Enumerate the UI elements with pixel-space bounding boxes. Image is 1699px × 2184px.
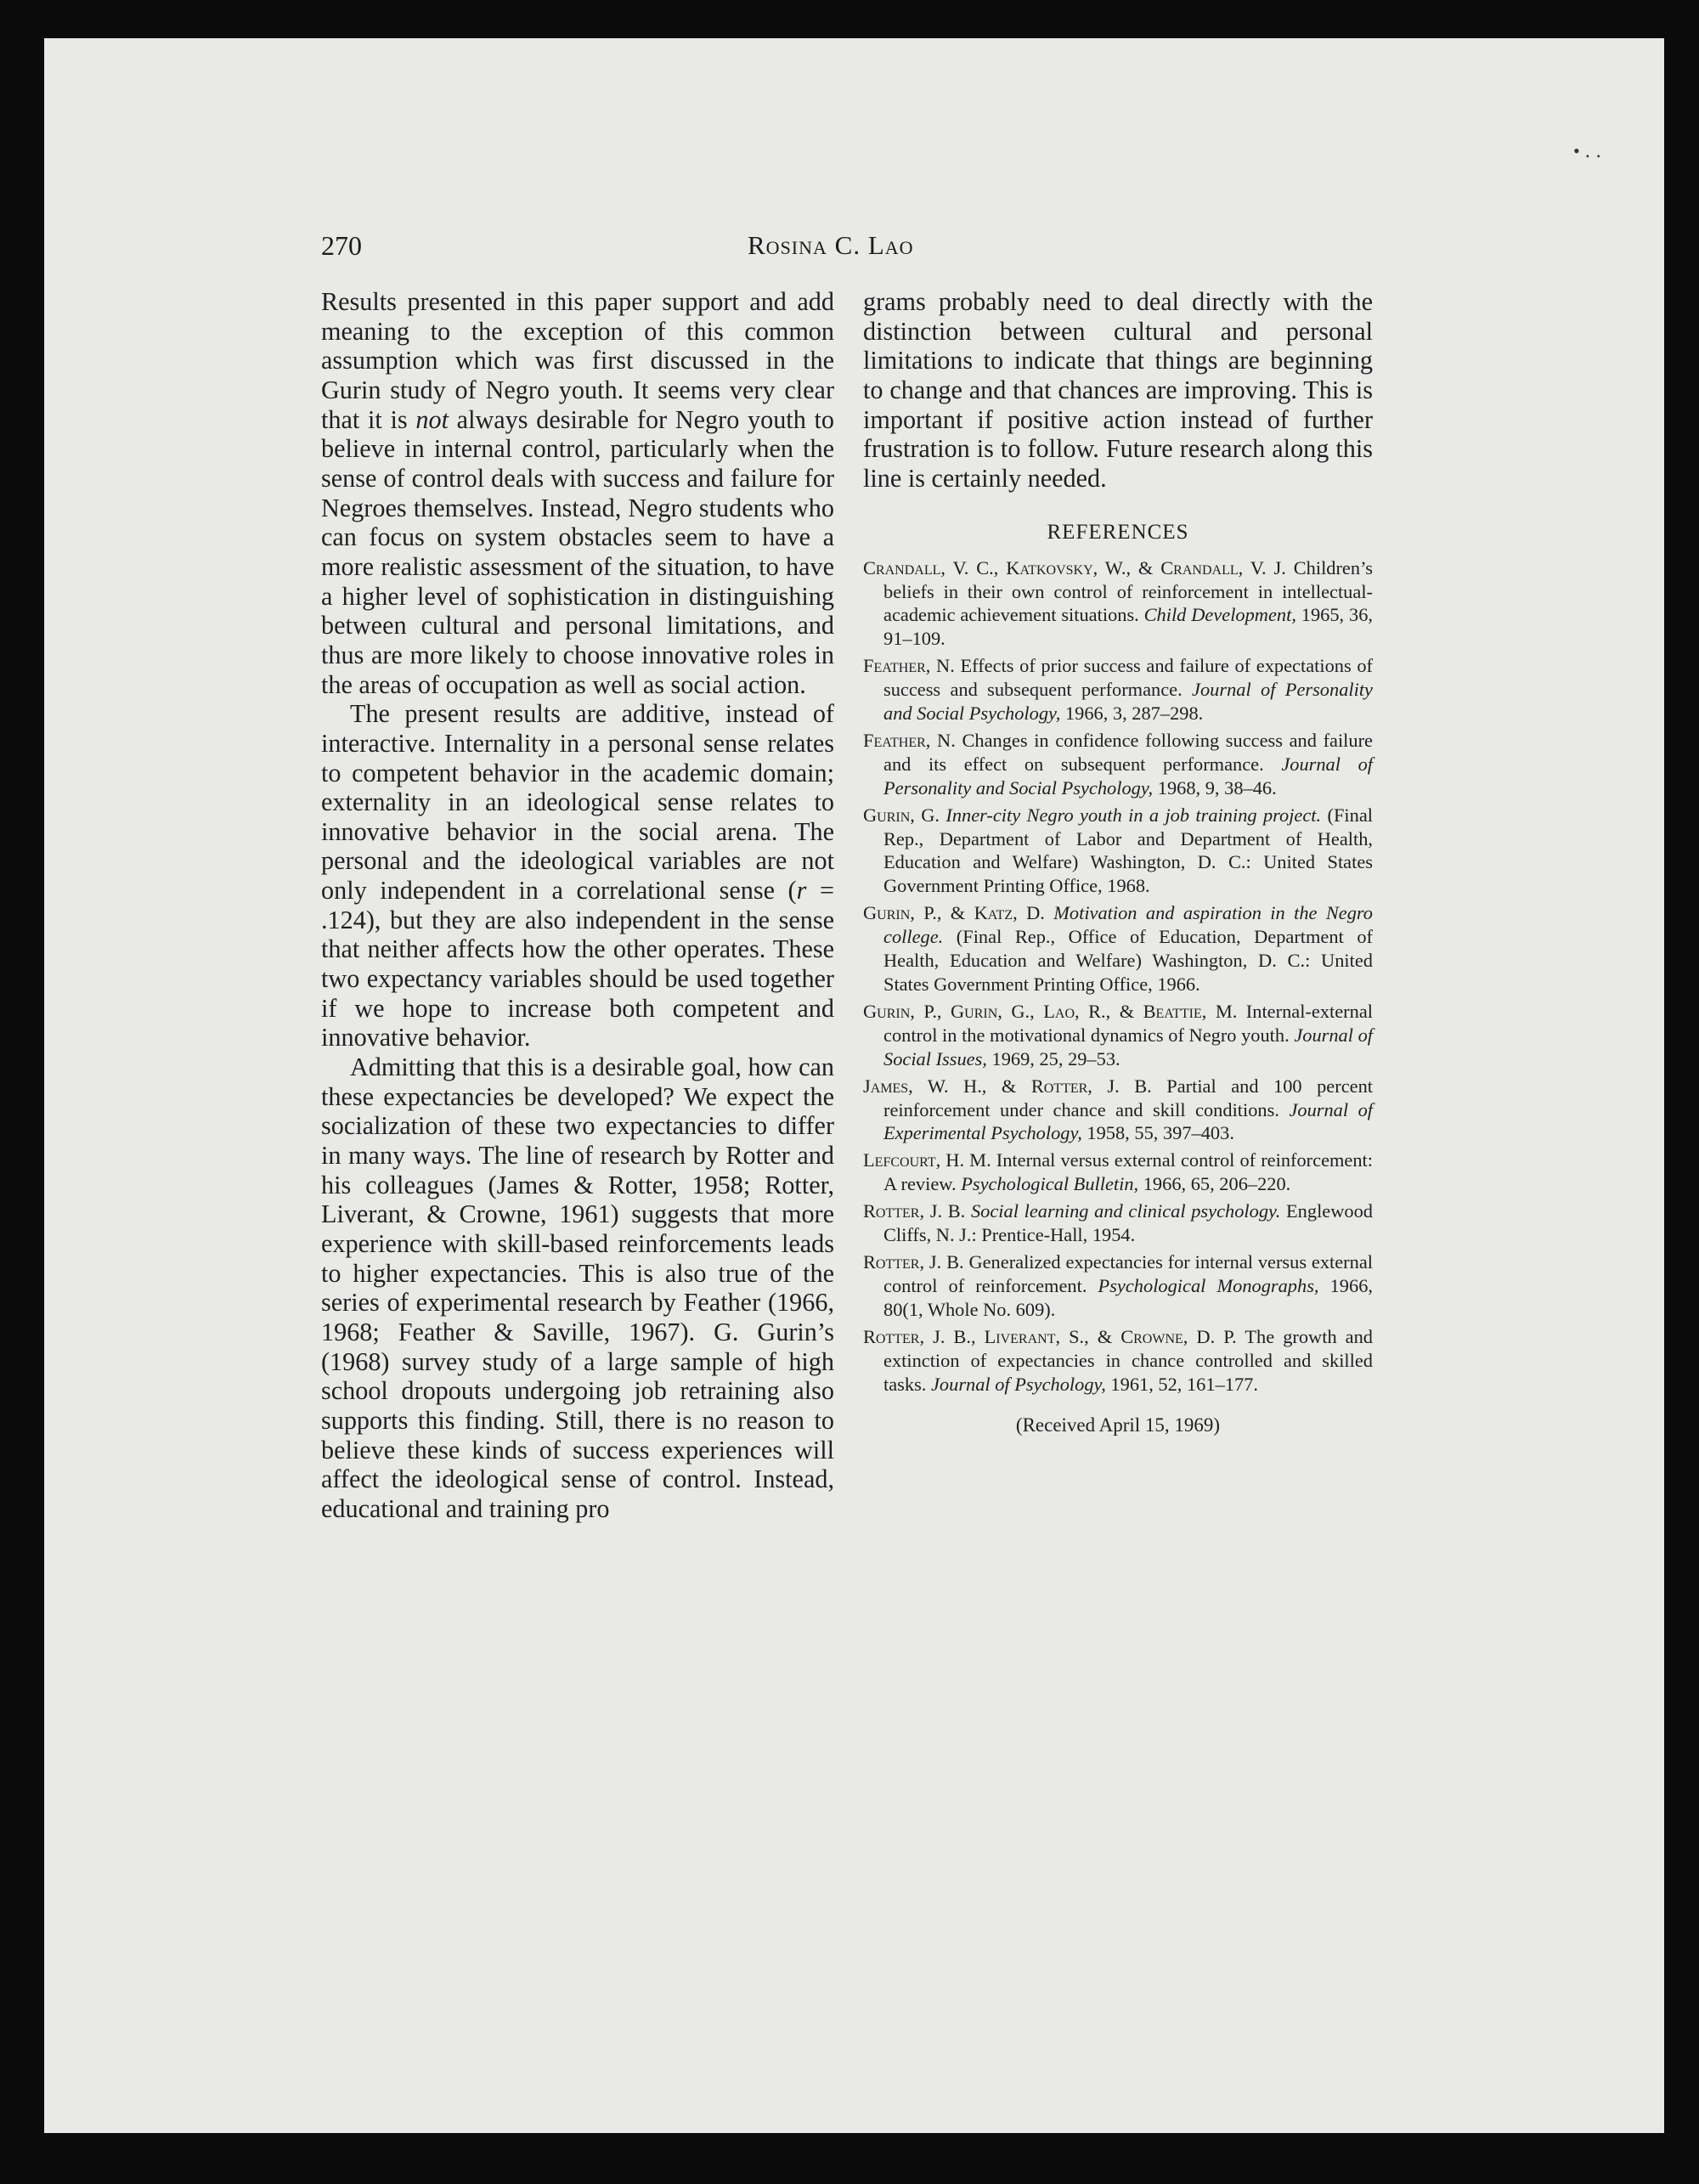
reference-item: Gurin, P., & Katz, D. Motivation and aspiration in the Negro college. (Final Rep., Office of Education, Department of Health, Education and Welfare) Washington, D. C.: United States Government Printing Office, 1966.	[863, 902, 1373, 995]
page-number: 270	[321, 230, 362, 261]
paragraph-3: Admitting that this is a desirable goal, how can these expectancies be developed? We expect the socialization of these two expectancies to differ in many ways. The line of research by Rotter and his colleagues (James & Rotter, 1958; Rotter, Liverant, & Crowne, 1961) suggests that more experience with skill-based reinforcements leads to higher expectancies. This is also true of the series of experimental research by Feather (1966, 1968; Feather & Saville, 1967). G. Gurin’s (1968) survey study of a large sample of high school dropouts undergoing job retraining also supports this finding. Still, there is no reason to believe these kinds of success experiences will affect the ideological sense of control. Instead, educational and training pro	[321, 1052, 834, 1523]
reference-item: Rotter, J. B. Social learning and clinical psychology. Englewood Cliffs, N. J.: Prentice-Hall, 1954.	[863, 1200, 1373, 1246]
page-sheet	[44, 38, 1664, 2133]
reference-item: Gurin, P., Gurin, G., Lao, R., & Beattie, M. Internal-external control in the motivational dynamics of Negro youth. Journal of Social Issues, 1969, 25, 29–53.	[863, 1000, 1373, 1069]
reference-item: Feather, N. Effects of prior success and failure of expectations of success and subsequent performance. Journal of Personality and Social Psychology, 1966, 3, 287–298.	[863, 655, 1373, 725]
references-list	[863, 556, 1373, 1397]
reference-item: Feather, N. Changes in confidence following success and failure and its effect on subsequent performance. Journal of Personality and Social Psychology, 1968, 9, 38–46.	[863, 729, 1373, 799]
running-head: Rosina C. Lao	[748, 230, 914, 260]
reference-item: Rotter, J. B., Liverant, S., & Crowne, D. P. The growth and extinction of expectancies in chance controlled and skilled tasks. Journal of Psychology, 1961, 52, 161–177.	[863, 1325, 1373, 1395]
reference-item: Crandall, V. C., Katkovsky, W., & Crandall, V. J. Children’s beliefs in their own control of reinforcement in intellectual-academic achievement situations. Child Development, 1965, 36, 91–109.	[863, 556, 1374, 650]
reference-item: Rotter, J. B. Generalized expectancies for internal versus external control of reinforcement. Psychological Monographs, 1966, 80(1, Whole No. 609).	[863, 1250, 1373, 1320]
reference-item: Gurin, G. Inner-city Negro youth in a job training project. (Final Rep., Department of Labor and Department of Health, Education and Welfare) Washington, D. C.: United States Government Printing Office, 1968.	[863, 804, 1373, 897]
paragraph-2: The present results are additive, instead of interactive. Internality in a personal sense relates to competent behavior in the academic domain; externality in an ideological sense relates to innovative behavior in the social arena. The personal and the ideological variables are not only independent in a correlational sense (r = .124), but they are also independent in the sense that neither affects how the other operates. These two expectancy variables should be used together if we hope to increase both competent and innovative behavior.	[321, 699, 834, 1052]
scan-specks: • ․ ․	[1573, 140, 1602, 161]
right-column	[863, 287, 1373, 1436]
received-date: (Received April 15, 1969)	[1015, 1414, 1221, 1436]
references-heading: REFERENCES	[1047, 520, 1189, 544]
left-column	[321, 287, 834, 1524]
paragraph-4: grams probably need to deal directly with the distinction between cultural and personal limitations to indicate that things are beginning to change and that chances are improving. This is important if positive action instead of further frustration is to follow. Future research along this line is certainly needed.	[863, 287, 1373, 493]
reference-item: Lefcourt, H. M. Internal versus external control of reinforcement: A review. Psychological Bulletin, 1966, 65, 206–220.	[863, 1149, 1373, 1195]
reference-item: James, W. H., & Rotter, J. B. Partial and 100 percent reinforcement under chance and skill conditions. Journal of Experimental Psychology, 1958, 55, 397–403.	[863, 1075, 1374, 1144]
paragraph-1: Results presented in this paper support and add meaning to the exception of this common assumption which was first discussed in the Gurin study of Negro youth. It seems very clear that it is not always desirable for Negro youth to believe in internal control, particularly when the sense of control deals with success and failure for Negroes themselves. Instead, Negro students who can focus on system obstacles seem to have a more realistic assessment of the situation, to have a higher level of sophistication in distinguishing between cultural and personal limitations, and thus are more likely to choose innovative roles in the areas of occupation as well as social action.	[321, 287, 834, 699]
